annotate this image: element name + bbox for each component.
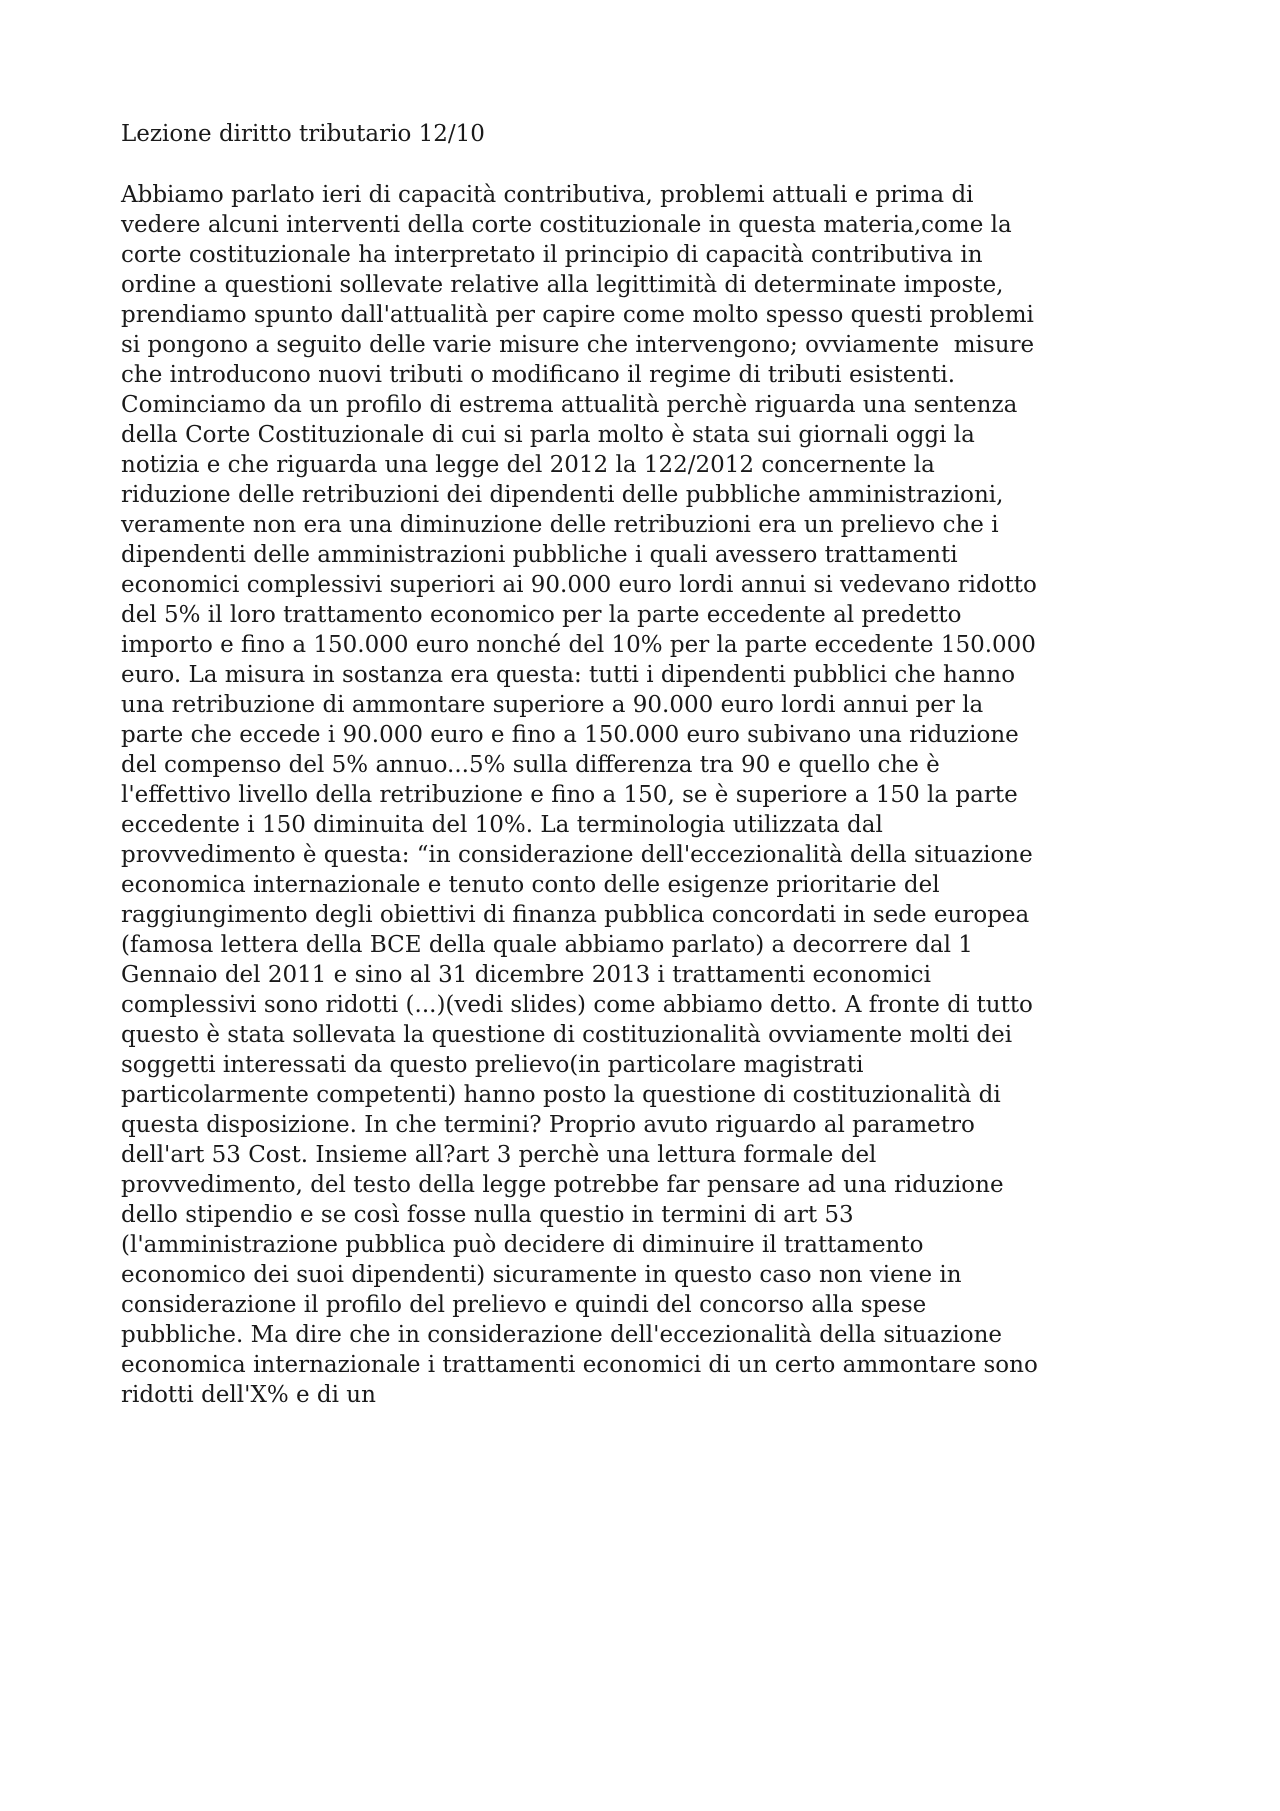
body-text-line: economica internazionale e tenuto conto delle esigenze prioritarie del: [121, 872, 940, 898]
body-text-line: importo e fino a 150.000 euro nonché del 10% per la parte eccedente 150.000: [121, 632, 1036, 658]
body-text-line: del compenso del 5% annuo...5% sulla differenza tra 90 e quello che è: [121, 752, 940, 778]
body-text-line: vedere alcuni interventi della corte costituzionale in questa materia,come la: [121, 212, 1012, 238]
body-text-line: eccedente i 150 diminuita del 10%. La terminologia utilizzata dal: [121, 812, 883, 838]
body-text-line: dello stipendio e se così fosse nulla questio in termini di art 53: [121, 1202, 854, 1228]
body-text-line: Gennaio del 2011 e sino al 31 dicembre 2013 i trattamenti economici: [121, 962, 931, 988]
body-text-line: ridotti dell'X% e di un: [121, 1382, 376, 1408]
body-text-line: parte che eccede i 90.000 euro e fino a 150.000 euro subivano una riduzione: [121, 722, 1019, 748]
body-text-line: riduzione delle retribuzioni dei dipendenti delle pubbliche amministrazioni,: [121, 482, 1004, 508]
body-text-line: economici complessivi superiori ai 90.000 euro lordi annui si vedevano ridotto: [121, 572, 1037, 598]
body-text-line: questa disposizione. In che termini? Proprio avuto riguardo al parametro: [121, 1112, 975, 1138]
body-text-line: dell'art 53 Cost. Insieme all?art 3 perchè una lettura formale del: [121, 1142, 877, 1168]
body-text-line: prendiamo spunto dall'attualità per capire come molto spesso questi problemi: [121, 302, 1034, 328]
body-text-line: del 5% il loro trattamento economico per la parte eccedente al predetto: [121, 602, 962, 628]
body-text-line: provvedimento, del testo della legge potrebbe far pensare ad una riduzione: [121, 1172, 1004, 1198]
body-text-line: raggiungimento degli obiettivi di finanza pubblica concordati in sede europea: [121, 902, 1030, 928]
body-text-line: corte costituzionale ha interpretato il principio di capacità contributiva in: [121, 242, 983, 268]
body-text-line: economica internazionale i trattamenti economici di un certo ammontare sono: [121, 1352, 1038, 1378]
body-text-line: (famosa lettera della BCE della quale abbiamo parlato) a decorrere dal 1: [121, 932, 973, 958]
document-body: [121, 180, 1161, 1410]
body-text-line: Cominciamo da un profilo di estrema attualità perchè riguarda una sentenza: [121, 392, 1018, 418]
body-text-line: veramente non era una diminuzione delle retribuzioni era un prelievo che i: [121, 512, 999, 538]
body-text-line: soggetti interessati da questo prelievo(in particolare magistrati: [121, 1052, 864, 1078]
body-text-line: euro. La misura in sostanza era questa: tutti i dipendenti pubblici che hanno: [121, 662, 1016, 688]
body-text-line: Abbiamo parlato ieri di capacità contributiva, problemi attuali e prima di: [121, 182, 974, 208]
document-title: Lezione diritto tributario 12/10: [121, 121, 485, 147]
body-text-line: considerazione il profilo del prelievo e quindi del concorso alla spese: [121, 1292, 927, 1318]
body-text-line: complessivi sono ridotti (...)(vedi slides) come abbiamo detto. A fronte di tutto: [121, 992, 1033, 1018]
body-text-line: (l'amministrazione pubblica può decidere di diminuire il trattamento: [121, 1232, 924, 1258]
body-text-line: provvedimento è questa: “in considerazione dell'eccezionalità della situazione: [121, 842, 1033, 868]
body-text-line: ordine a questioni sollevate relative alla legittimità di determinate imposte,: [121, 272, 1004, 298]
body-text-line: economico dei suoi dipendenti) sicuramente in questo caso non viene in: [121, 1262, 962, 1288]
body-text-line: una retribuzione di ammontare superiore a 90.000 euro lordi annui per la: [121, 692, 984, 718]
body-text-line: questo è stata sollevata la questione di costituzionalità ovviamente molti dei: [121, 1022, 1013, 1048]
body-text-line: che introducono nuovi tributi o modificano il regime di tributi esistenti.: [121, 362, 956, 388]
body-text-line: dipendenti delle amministrazioni pubbliche i quali avessero trattamenti: [121, 542, 958, 568]
body-text-line: della Corte Costituzionale di cui si parla molto è stata sui giornali oggi la: [121, 422, 975, 448]
body-text-line: si pongono a seguito delle varie misure che intervengono; ovviamente misure: [121, 332, 1035, 358]
body-text-line: notizia e che riguarda una legge del 2012 la 122/2012 concernente la: [121, 452, 935, 478]
body-text-line: pubbliche. Ma dire che in considerazione dell'eccezionalità della situazione: [121, 1322, 1003, 1348]
body-text-line: particolarmente competenti) hanno posto la questione di costituzionalità di: [121, 1082, 1001, 1108]
body-text-line: l'effettivo livello della retribuzione e fino a 150, se è superiore a 150 la parte: [121, 782, 1018, 808]
